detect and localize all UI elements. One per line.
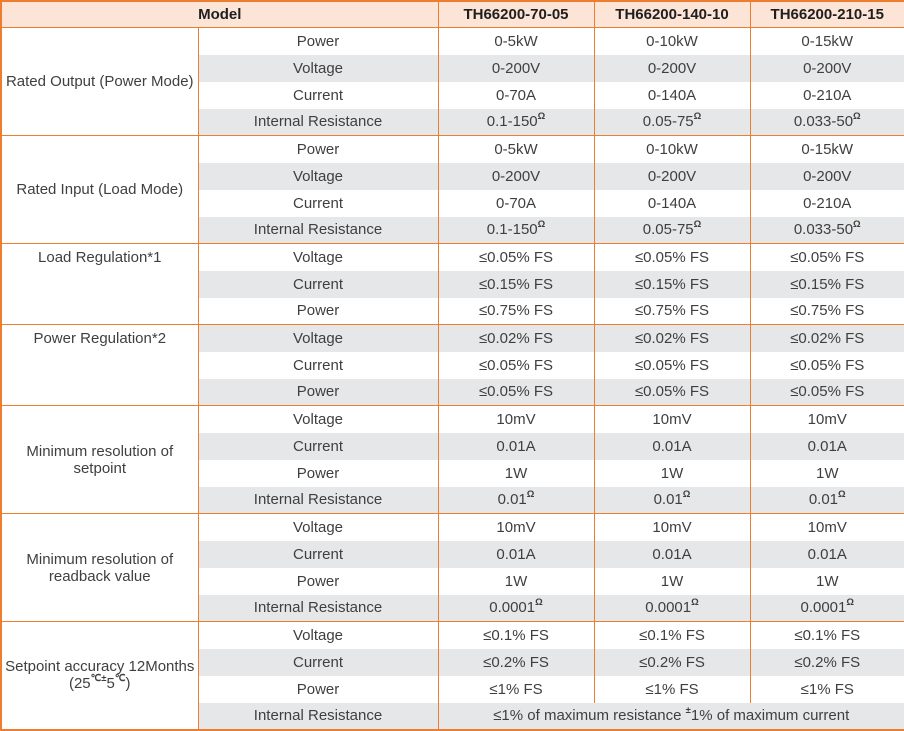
value-text: 0.01 — [497, 491, 527, 509]
plus-minus-superscript: ± — [685, 705, 691, 716]
ohm-superscript: Ω — [846, 597, 854, 609]
value-cell: 0.01A — [438, 433, 594, 460]
value-cell — [438, 595, 594, 622]
group-label-cell — [1, 622, 198, 730]
value-cell: ≤0.1% FS — [438, 622, 594, 649]
celsius-superscript: ℃± — [90, 673, 107, 685]
group-label-cell: Minimum resolution of readback value — [1, 514, 198, 622]
table-row — [1, 136, 904, 163]
value-cell: ≤0.05% FS — [594, 352, 750, 379]
value-cell: ≤0.2% FS — [750, 649, 904, 676]
value-text: 0.033-50 — [793, 113, 854, 131]
param-cell: Current — [198, 82, 438, 109]
value-text: 0.05-75 — [642, 221, 694, 239]
value-cell: ≤0.02% FS — [438, 325, 594, 352]
value-cell: ≤0.05% FS — [750, 379, 904, 406]
value-text: 0.0001 — [489, 599, 536, 617]
value-cell: 1W — [750, 460, 904, 487]
value-cell: ≤1% FS — [594, 676, 750, 703]
value-text: 1% of maximum current — [690, 707, 850, 724]
value-cell: ≤0.05% FS — [594, 244, 750, 271]
value-text: 0.033-50 — [793, 221, 854, 239]
param-cell: Current — [198, 433, 438, 460]
value-cell: 0.01A — [750, 433, 904, 460]
group-label-cell: Load Regulation*1 — [1, 244, 198, 325]
param-cell: Power — [198, 379, 438, 406]
value-cell: ≤0.02% FS — [594, 325, 750, 352]
param-cell: Current — [198, 541, 438, 568]
value-text: ≤1% of maximum resistance — [493, 707, 686, 724]
value-cell: 0-210A — [750, 82, 904, 109]
ohm-superscript: Ω — [693, 111, 702, 123]
value-cell — [438, 109, 594, 136]
param-cell: Internal Resistance — [198, 595, 438, 622]
value-cell: 0-10kW — [594, 28, 750, 55]
value-cell: ≤0.05% FS — [438, 352, 594, 379]
value-cell: ≤0.15% FS — [594, 271, 750, 298]
value-cell — [594, 217, 750, 244]
value-cell: ≤0.75% FS — [594, 298, 750, 325]
param-cell: Power — [198, 676, 438, 703]
value-cell: 0-140A — [594, 82, 750, 109]
param-cell: Voltage — [198, 163, 438, 190]
value-text: 0.01 — [653, 491, 683, 509]
value-cell: 1W — [594, 568, 750, 595]
value-cell: ≤0.2% FS — [594, 649, 750, 676]
value-cell: 10mV — [438, 406, 594, 433]
value-cell: 0.01A — [750, 541, 904, 568]
value-text: 0.05-75 — [642, 113, 694, 131]
value-text: 0.0001 — [645, 599, 692, 617]
accuracy-label-line2: (25℃±5℃) — [68, 673, 131, 693]
value-cell: ≤0.05% FS — [750, 244, 904, 271]
column-header-model-2: TH66200-140-10 — [594, 1, 750, 28]
value-cell: ≤0.05% FS — [750, 352, 904, 379]
value-cell: 0-5kW — [438, 28, 594, 55]
value-cell: 0-210A — [750, 190, 904, 217]
value-cell — [438, 217, 594, 244]
param-cell: Current — [198, 271, 438, 298]
value-cell: 10mV — [594, 514, 750, 541]
param-cell: Power — [198, 136, 438, 163]
param-cell: Internal Resistance — [198, 217, 438, 244]
ohm-superscript: Ω — [526, 489, 535, 501]
value-cell: 0-15kW — [750, 28, 904, 55]
value-cell: 10mV — [594, 406, 750, 433]
value-cell: 1W — [438, 460, 594, 487]
value-cell: ≤0.2% FS — [438, 649, 594, 676]
param-cell: Voltage — [198, 406, 438, 433]
ohm-superscript: Ω — [535, 597, 543, 609]
ohm-superscript: Ω — [693, 219, 702, 231]
value-cell — [594, 109, 750, 136]
value-cell: 0-10kW — [594, 136, 750, 163]
param-cell: Internal Resistance — [198, 109, 438, 136]
param-cell: Voltage — [198, 325, 438, 352]
value-cell: ≤0.15% FS — [750, 271, 904, 298]
value-cell: ≤0.75% FS — [438, 298, 594, 325]
param-cell: Internal Resistance — [198, 487, 438, 514]
group-label-cell: Rated Output (Power Mode) — [1, 28, 198, 136]
group-label-cell: Minimum resolution of setpoint — [1, 406, 198, 514]
ohm-superscript: Ω — [537, 111, 546, 123]
value-text: 0.1-150 — [486, 221, 538, 239]
value-cell: ≤1% FS — [438, 676, 594, 703]
value-cell: ≤0.05% FS — [438, 244, 594, 271]
table-row — [1, 244, 904, 271]
param-cell: Internal Resistance — [198, 703, 438, 730]
param-cell: Voltage — [198, 244, 438, 271]
accuracy-label-line1: Setpoint accuracy 12Months — [5, 658, 195, 676]
param-cell: Power — [198, 568, 438, 595]
group-label-cell: Rated Input (Load Mode) — [1, 136, 198, 244]
value-cell — [750, 487, 904, 514]
param-cell: Voltage — [198, 622, 438, 649]
value-cell: ≤1% FS — [750, 676, 904, 703]
ohm-superscript: Ω — [682, 489, 691, 501]
value-cell: 0-70A — [438, 190, 594, 217]
value-cell — [438, 487, 594, 514]
value-cell: 1W — [438, 568, 594, 595]
value-cell: 1W — [594, 460, 750, 487]
value-cell: 10mV — [750, 514, 904, 541]
value-text: 0.1-150 — [486, 113, 538, 131]
celsius-superscript: ℃ — [114, 673, 126, 685]
value-cell: ≤0.05% FS — [594, 379, 750, 406]
value-cell: ≤0.05% FS — [438, 379, 594, 406]
value-cell: 0-5kW — [438, 136, 594, 163]
table-row — [1, 28, 904, 55]
value-cell: 0-70A — [438, 82, 594, 109]
param-cell: Voltage — [198, 55, 438, 82]
ohm-superscript: Ω — [691, 597, 699, 609]
ohm-superscript: Ω — [537, 219, 546, 231]
column-header-model-1: TH66200-70-05 — [438, 1, 594, 28]
value-cell: 0-200V — [750, 55, 904, 82]
ohm-superscript: Ω — [853, 219, 861, 231]
value-cell: 0.01A — [594, 541, 750, 568]
value-cell — [750, 217, 904, 244]
value-cell — [594, 595, 750, 622]
value-cell: 10mV — [750, 406, 904, 433]
table-row — [1, 622, 904, 649]
table-row — [1, 406, 904, 433]
value-cell: ≤0.75% FS — [750, 298, 904, 325]
merged-value-cell — [438, 703, 904, 730]
value-cell — [750, 595, 904, 622]
group-label-cell: Power Regulation*2 — [1, 325, 198, 406]
value-text: 0.0001 — [800, 599, 847, 617]
value-cell: 10mV — [438, 514, 594, 541]
value-cell: 0-200V — [438, 55, 594, 82]
value-cell: 0.01A — [594, 433, 750, 460]
value-cell — [750, 109, 904, 136]
header-row — [1, 1, 904, 28]
param-cell: Voltage — [198, 514, 438, 541]
ohm-superscript: Ω — [853, 111, 861, 123]
value-cell: 0.01A — [438, 541, 594, 568]
value-cell: ≤0.1% FS — [750, 622, 904, 649]
value-cell: 0-140A — [594, 190, 750, 217]
table-row — [1, 514, 904, 541]
value-cell: 0-200V — [750, 163, 904, 190]
param-cell: Power — [198, 28, 438, 55]
param-cell: Power — [198, 298, 438, 325]
value-cell: ≤0.15% FS — [438, 271, 594, 298]
param-cell: Power — [198, 460, 438, 487]
value-cell: 0-200V — [438, 163, 594, 190]
value-cell: 1W — [750, 568, 904, 595]
value-cell: 0-15kW — [750, 136, 904, 163]
value-cell: ≤0.1% FS — [594, 622, 750, 649]
value-text: 0.01 — [808, 491, 839, 509]
table-row — [1, 325, 904, 352]
value-cell: ≤0.02% FS — [750, 325, 904, 352]
ohm-superscript: Ω — [838, 489, 846, 501]
value-cell: 0-200V — [594, 55, 750, 82]
value-cell: 0-200V — [594, 163, 750, 190]
model-header: Model — [1, 1, 438, 28]
param-cell: Current — [198, 649, 438, 676]
column-header-model-3: TH66200-210-15 — [750, 1, 904, 28]
param-cell: Current — [198, 190, 438, 217]
param-cell: Current — [198, 352, 438, 379]
value-cell — [594, 487, 750, 514]
